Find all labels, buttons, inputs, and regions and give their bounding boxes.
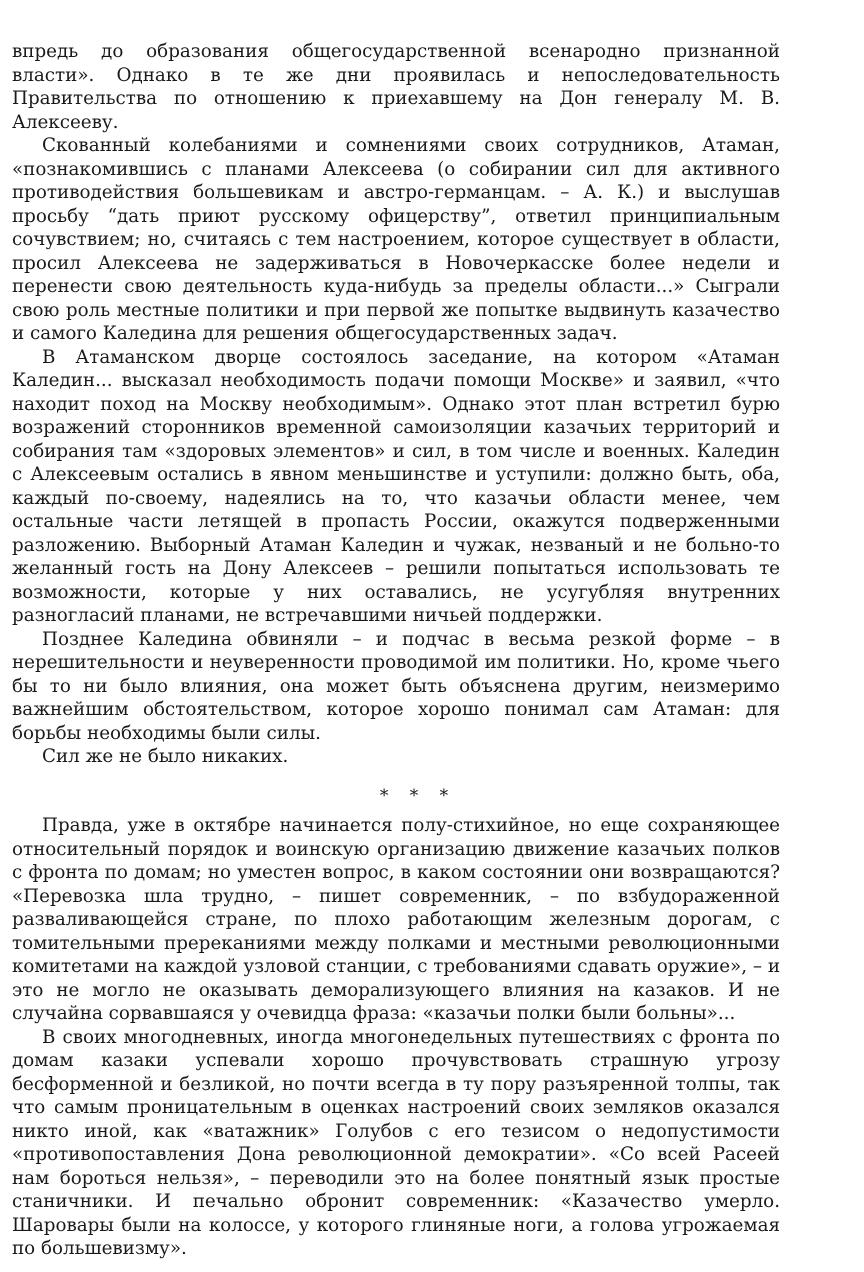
paragraph-1: впредь до образования общегосударственной всенародно признанной власти». Однако в те же дни проявилась и непоследовательность Правительства по отношению к приехавшему на Дон генералу М. В. Алексееву.: [12, 41, 780, 133]
paragraph-6: Правда, уже в октябре начинается полу-стихийное, но еще сохраняющее относительный порядок и воинскую организацию движение казачьих полков с фронта по домам; но уместен вопрос, в каком состоянии они возвращаются? «Перевозка шла трудно, – пишет современник, – по взбудораженной разваливающейся стране, по плохо работающим железным дорогам, с томительными пререканиями между полками и местными революционными комитетами на каждой узловой станции, с требованиями сдавать оружие», – и это не могло не оказывать деморализующего влияния на казаков. И не случайна сорвавшаяся у очевидца фраза: «казачьи полки были больны»...: [12, 815, 780, 1024]
paragraph-5: Сил же не было никаких.: [42, 746, 289, 767]
paragraph-4: Позднее Каледина обвиняли – и подчас в весьма резкой форме – в нерешительности и неуверенности проводимой им политики. Но, кроме чьего бы то ни было влияния, она может быть объяснена другим, неизмеримо важнейшим обстоятельством, которое хорошо понимал сам Атаман: для борьбы необходимы были силы.: [12, 628, 780, 744]
document-page: [12, 40, 780, 1261]
paragraph-2: Скованный колебаниями и сомнениями своих сотрудников, Атаман, «познакомившись с планами Алексеева (о собирании сил для активного противодействия большевикам и австро-германцам. – А. К.) и выслушав просьбу “дать приют русскому офицерству”, ответил принципиальным сочувствием; но, считаясь с тем настроением, которое существует в области, просил Алексеева не задерживаться в Новочеркасске более недели и перенести свою деятельность куда-нибудь за пределы области...» Сыграли свою роль местные политики и при первой же попытке выдвинуть казачество и самого Каледина для решения общегосударственных задач.: [12, 135, 780, 344]
section-separator: * * *: [379, 785, 457, 806]
paragraph-7: В своих многодневных, иногда многонедельных путешествиях с фронта по домам казаки успевали хорошо прочувствовать страшную угрозу бесформенной и безликой, но почти всегда в ту пору разъяренной толпы, так что самым проницательным в оценках настроений своих земляков оказался никто иной, как «ватажник» Голубов с его тезисом о недопустимости «противопоставления Дона революционной демократии». «Со всей Расеей нам бороться нельзя», – переводили это на более понятный язык простые станичники. И печально обронит современник: «Казачество умерло. Шаровары были на колоссе, у которого глиняные ноги, а голова угрожаемая по большевизму».: [12, 1026, 780, 1259]
paragraph-3: В Атаманском дворце состоялось заседание, на котором «Атаман Каледин... высказал необходимость подачи помощи Москве» и заявил, «что находит поход на Москву необходимым». Однако этот план встретил бурю возражений сторонников временной самоизоляции казачьих территорий и собирания там «здоровых элементов» и сил, в том числе и военных. Каледин с Алексеевым остались в явном меньшинстве и уступили: должно быть, оба, каждый по-своему, надеялись на то, что казачьи области менее, чем остальные части летящей в пропасть России, окажутся подверженными разложению. Выборный Атаман Каледин и чужак, незваный и не больно-то желанный гость на Дону Алексеев – решили попытаться использовать те возможности, которые у них оставались, не усугубляя внутренних разногласий планами, не встречавшими ничьей поддержки.: [12, 346, 780, 626]
